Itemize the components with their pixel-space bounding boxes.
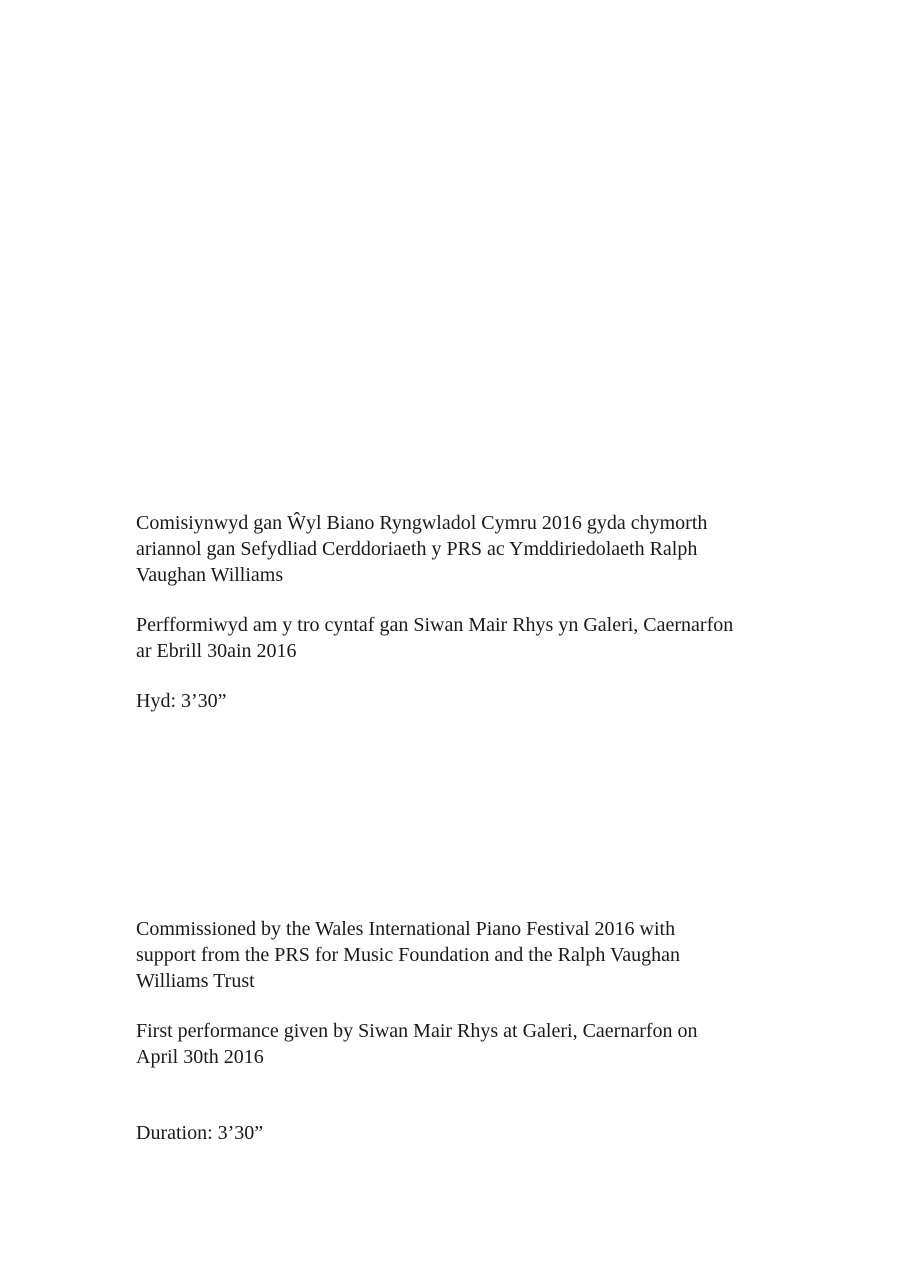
welsh-commission-note: Comisiynwyd gan Ŵyl Biano Ryngwladol Cymru 2016 gyda chymorth ariannol gan Sefydliad Cerddoriaeth y PRS ac Ymddiriedolaeth Ralph Vaughan Williams: [136, 512, 708, 586]
english-commission-note: Commissioned by the Wales International Piano Festival 2016 with support from the PRS for Music Foundation and the Ralph Vaughan Williams Trust: [136, 918, 681, 992]
english-duration: Duration: 3’30”: [136, 1122, 264, 1144]
welsh-duration: Hyd: 3’30”: [136, 690, 227, 712]
welsh-performance-note: Perfformiwyd am y tro cyntaf gan Siwan Mair Rhys yn Galeri, Caernarfon ar Ebrill 30ain 2016: [136, 614, 734, 662]
english-performance-note: First performance given by Siwan Mair Rhys at Galeri, Caernarfon on April 30th 2016: [136, 1020, 698, 1068]
